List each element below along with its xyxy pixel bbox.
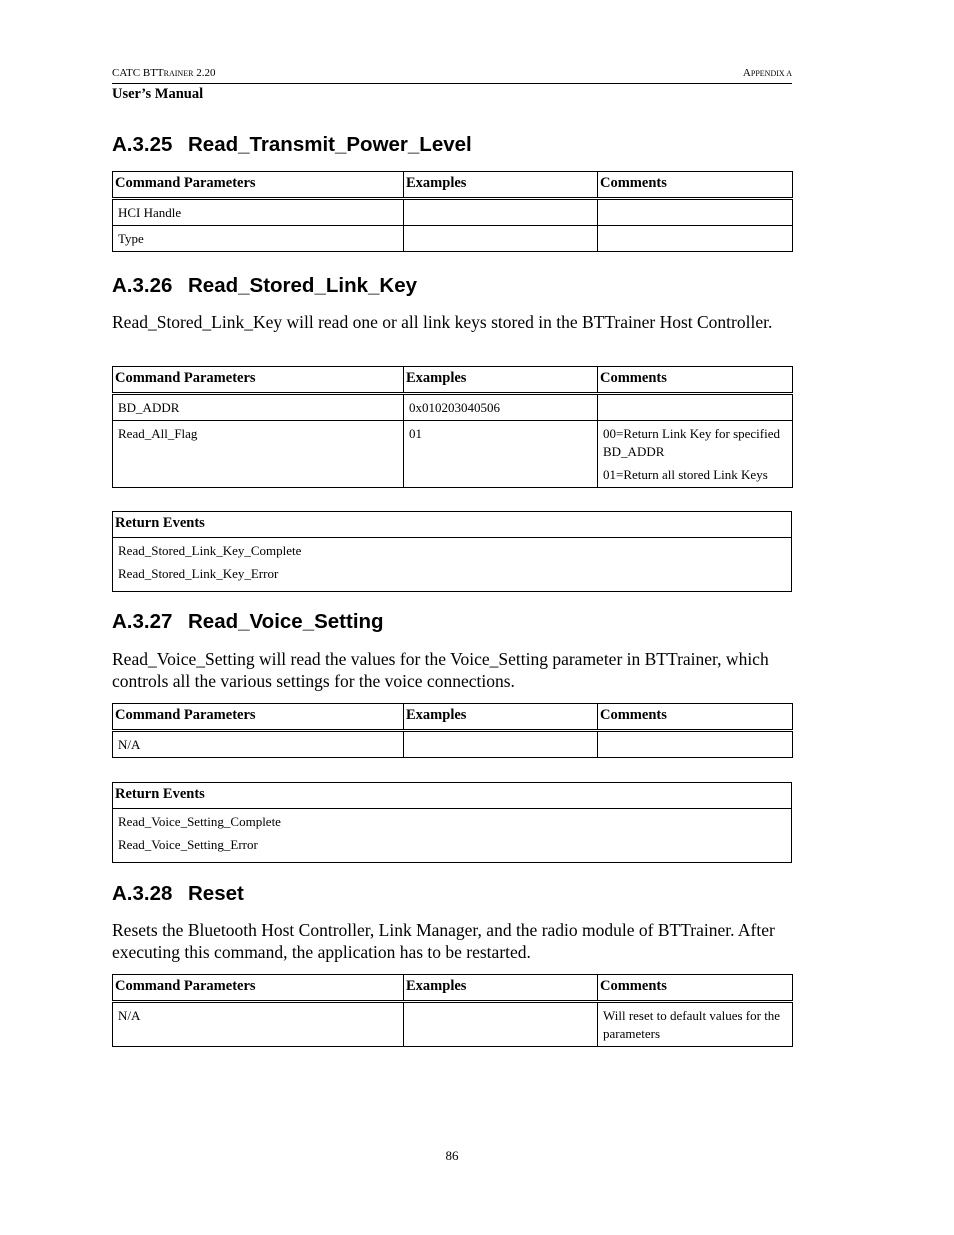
parameter-cell: N/A	[113, 1002, 404, 1047]
event-item: Read_Voice_Setting_Error	[118, 837, 258, 852]
comment-cell	[598, 421, 793, 488]
section-description: Read_Stored_Link_Key will read one or all link keys stored in the BTTrainer Host Controller.	[112, 312, 773, 332]
events-cell	[113, 538, 792, 592]
column-header: Examples	[404, 367, 598, 394]
table-row	[113, 538, 792, 592]
column-header: Examples	[404, 975, 598, 1002]
column-header: Examples	[404, 704, 598, 731]
events-cell	[113, 809, 792, 863]
example-cell	[404, 199, 598, 226]
return-events-table	[112, 782, 792, 863]
section-heading: A.3.27 Read_Voice_Setting	[112, 610, 384, 633]
comment-line: 00=Return Link Key for specified BD_ADDR	[603, 426, 781, 459]
appendix-label: APPENDIX A	[742, 67, 792, 79]
command-parameters-table	[112, 703, 793, 758]
table-row	[113, 1002, 793, 1047]
product-name: CATC BTTRAINER 2.20	[112, 67, 216, 79]
column-header: Examples	[404, 172, 598, 199]
section-description: Resets the Bluetooth Host Controller, Link Manager, and the radio module of BTTrainer. After executing this command, the application has to be restarted.	[112, 920, 775, 962]
running-header	[112, 66, 792, 84]
table-row	[113, 421, 793, 488]
example-cell: 01	[404, 421, 598, 488]
return-events-table	[112, 511, 792, 592]
comment-cell	[598, 731, 793, 758]
comment-cell	[598, 394, 793, 421]
table-row	[113, 731, 793, 758]
column-header: Comments	[598, 172, 793, 199]
manual-title: User’s Manual	[112, 86, 204, 102]
example-cell	[404, 226, 598, 252]
parameter-cell: HCI Handle	[113, 199, 404, 226]
column-header: Command Parameters	[113, 367, 404, 394]
parameter-cell: BD_ADDR	[113, 394, 404, 421]
comment-line: 01=Return all stored Link Keys	[603, 467, 768, 482]
table-row	[113, 226, 793, 252]
column-header: Command Parameters	[113, 172, 404, 199]
section-heading: A.3.26 Read_Stored_Link_Key	[112, 274, 418, 297]
table-row	[113, 394, 793, 421]
example-cell	[404, 731, 598, 758]
event-item: Read_Stored_Link_Key_Error	[118, 566, 279, 581]
section-heading: A.3.28 Reset	[112, 882, 244, 905]
column-header: Return Events	[113, 783, 792, 809]
comment-cell	[598, 226, 793, 252]
comment-cell	[598, 199, 793, 226]
example-cell	[404, 1002, 598, 1047]
command-parameters-table	[112, 171, 793, 252]
parameter-cell: Read_All_Flag	[113, 421, 404, 488]
column-header: Comments	[598, 704, 793, 731]
column-header: Command Parameters	[113, 704, 404, 731]
section-heading: A.3.25 Read_Transmit_Power_Level	[112, 133, 472, 156]
command-parameters-table	[112, 366, 793, 488]
column-header: Comments	[598, 975, 793, 1002]
example-cell: 0x010203040506	[404, 394, 598, 421]
parameter-cell: Type	[113, 226, 404, 252]
section-description: Read_Voice_Setting will read the values for the Voice_Setting parameter in BTTrainer, which controls all the various settings for the voice connections.	[112, 649, 769, 691]
page-number: 86	[445, 1148, 459, 1163]
table-row	[113, 199, 793, 226]
event-item: Read_Stored_Link_Key_Complete	[118, 543, 302, 558]
column-header: Comments	[598, 367, 793, 394]
event-item: Read_Voice_Setting_Complete	[118, 814, 281, 829]
command-parameters-table	[112, 974, 793, 1047]
parameter-cell: N/A	[113, 731, 404, 758]
table-row	[113, 809, 792, 863]
comment-cell: Will reset to default values for the parameters	[598, 1002, 793, 1047]
column-header: Return Events	[113, 512, 792, 538]
column-header: Command Parameters	[113, 975, 404, 1002]
